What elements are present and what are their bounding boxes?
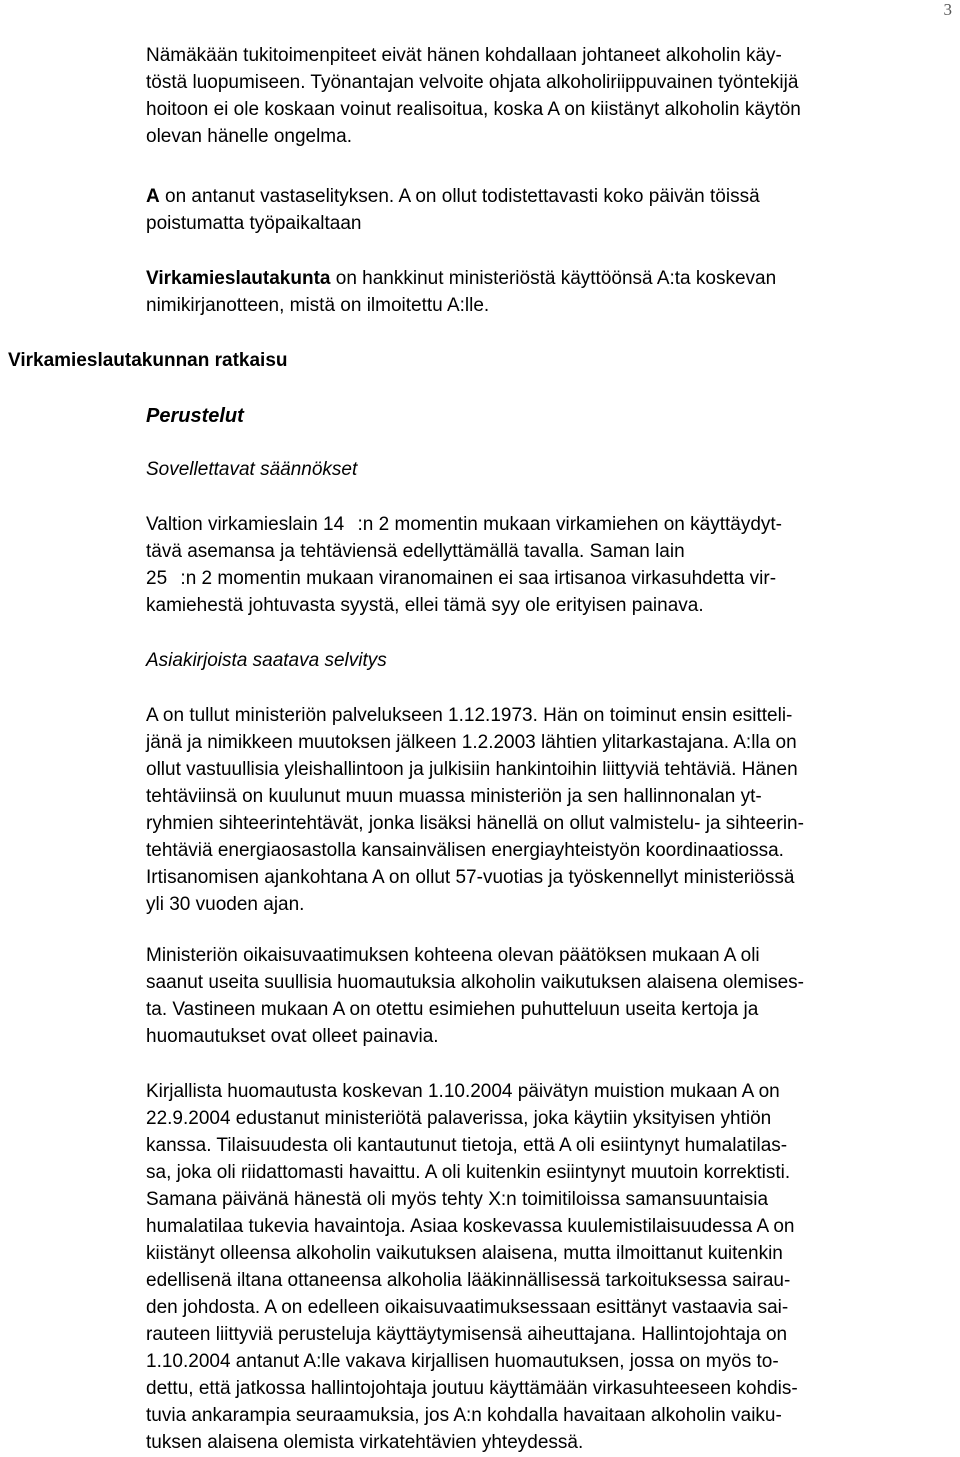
text-line: jänä ja nimikkeen muutoksen jälkeen 1.2.2003 lähtien ylitarkastajana. A:lla on [146,732,797,753]
text-line: huomautukset ovat olleet painavia. [146,1026,439,1047]
text-fragment: on antanut vastaselityksen. A on ollut todistettavasti koko päivän töissä [159,186,760,207]
text-line: töstä luopumiseen. Työnantajan velvoite ohjata alkoholiriippuvainen työntekijä [146,72,799,93]
text-line: yli 30 vuoden ajan. [146,894,305,915]
intro-paragraph-1 [146,42,958,150]
text-line: Ministeriön oikaisuvaatimuksen kohteena olevan päätöksen mukaan A oli [146,945,760,966]
text-line: ryhmien sihteerintehtävät, jonka lisäksi hänellä on ollut valmistelu- ja sihteerin- [146,813,804,834]
text-line: sa, joka oli riidattomasti havaittu. A oli kuitenkin esiintynyt muutoin korrektisti. [146,1162,791,1183]
text-line [146,183,958,210]
evidence-paragraph-1 [146,702,958,918]
text-line: Irtisanomisen ajankohtana A on ollut 57-vuotias ja työskennellyt ministeriössä [146,867,795,888]
text-line: Nämäkään tukitoimenpiteet eivät hänen kohdallaan johtaneet alkoholin käy- [146,45,782,66]
evidence-heading: Asiakirjoista saatava selvitys [146,650,387,671]
text-line: Kirjallista huomautusta koskevan 1.10.2004 päivätyn muistion mukaan A on [146,1081,780,1102]
evidence-paragraph-2 [146,942,958,1050]
reasons-heading: Perustelut [146,405,244,427]
party-name: Virkamieslautakunta [146,268,331,289]
text-line: tuvia ankarampia seuraamuksia, jos A:n kohdalla havaitaan alkoholin vaiku- [146,1405,782,1426]
text-fragment: on hankkinut ministeriöstä käyttöönsä A:ta koskevan [330,268,777,289]
party-name: A [146,186,160,207]
text-line: ta. Vastineen mukaan A on otettu esimiehen puhutteluun useita kertoja ja [146,999,759,1020]
text-line: hoitoon ei ole koskaan voinut realisoitua, koska A on kiistänyt alkoholin käytön [146,99,801,120]
text-line: 22.9.2004 edustanut ministeriötä palaverissa, joka käytiin yksityisen yhtiön [146,1108,772,1129]
text-line: tuksen alaisena olemista virkatehtävien yhteydessä. [146,1432,584,1453]
text-line: kiistänyt olleensa alkoholin vaikutuksen alaisena, mutta ilmoittanut kuitenkin [146,1243,783,1264]
text-line: kanssa. Tilaisuudesta oli kantautunut tietoja, että A oli esiintynyt humalatilas- [146,1135,788,1156]
intro-paragraph-3 [146,265,958,319]
section-heading: Virkamieslautakunnan ratkaisu [8,350,288,371]
text-line: 1.10.2004 antanut A:lle vakava kirjallisen huomautuksen, jossa on myös to- [146,1351,779,1372]
text-line: poistumatta työpaikaltaan [146,213,362,234]
text-fragment: :n 2 momentin mukaan virkamiehen on käyttäydyt- [357,514,782,535]
text-line: tävä asemansa ja tehtäviensä edellyttämällä tavalla. Saman lain [146,541,685,562]
text-line: tehtäviä energiaosastolla kansainvälisen energiayhteistyön koordinaatiossa. [146,840,784,861]
text-fragment: 25 [146,568,173,589]
text-line: saanut useita suullisia huomautuksia alkoholin vaikutuksen alaisena olemises- [146,972,804,993]
text-line: humalatilaa tukevia havaintoja. Asiaa koskevassa kuulemistilaisuudessa A on [146,1216,795,1237]
text-line [146,265,958,292]
text-line: A on tullut ministeriön palvelukseen 1.12.1973. Hän on toiminut ensin esitteli- [146,705,793,726]
text-fragment: :n 2 momentin mukaan viranomainen ei saa irtisanoa virkasuhdetta vir- [180,568,777,589]
text-line: edellisenä iltana ottaneensa alkoholia lääkinnällisessä tarkoituksessa sairau- [146,1270,791,1291]
text-line: nimikirjanotteen, mistä on ilmoitettu A:lle. [146,295,490,316]
rules-heading: Sovellettavat säännökset [146,459,358,480]
text-line: dettu, että jatkossa hallintojohtaja joutuu käyttämään virkasuhteeseen kohdis- [146,1378,798,1399]
evidence-paragraph-3 [146,1078,958,1456]
text-line: rauteen liittyviä perusteluja käyttäytymisensä aiheuttajana. Hallintojohtaja on [146,1324,788,1345]
text-line: den johdosta. A on edelleen oikaisuvaatimuksessaan esittänyt vastaavia sai- [146,1297,789,1318]
text-line: tehtäviinsä on kuulunut muun muassa ministeriön ja sen hallinnonalan yt- [146,786,762,807]
text-line: olevan hänelle ongelma. [146,126,352,147]
rules-paragraph [146,511,958,619]
page-number: 3 [943,0,952,19]
text-line [146,511,958,538]
text-line: Samana päivänä hänestä oli myös tehty X:n toimitiloissa samansuuntaisia [146,1189,769,1210]
text-line [146,565,958,592]
intro-paragraph-2 [146,183,958,237]
text-fragment: Valtion virkamieslain 14 [146,514,350,535]
text-line: ollut vastuullisia yleishallintoon ja julkisiin hankintoihin liittyviä tehtäviä. Hänen [146,759,798,780]
text-line: kamiehestä johtuvasta syystä, ellei tämä syy ole erityisen painava. [146,595,704,616]
